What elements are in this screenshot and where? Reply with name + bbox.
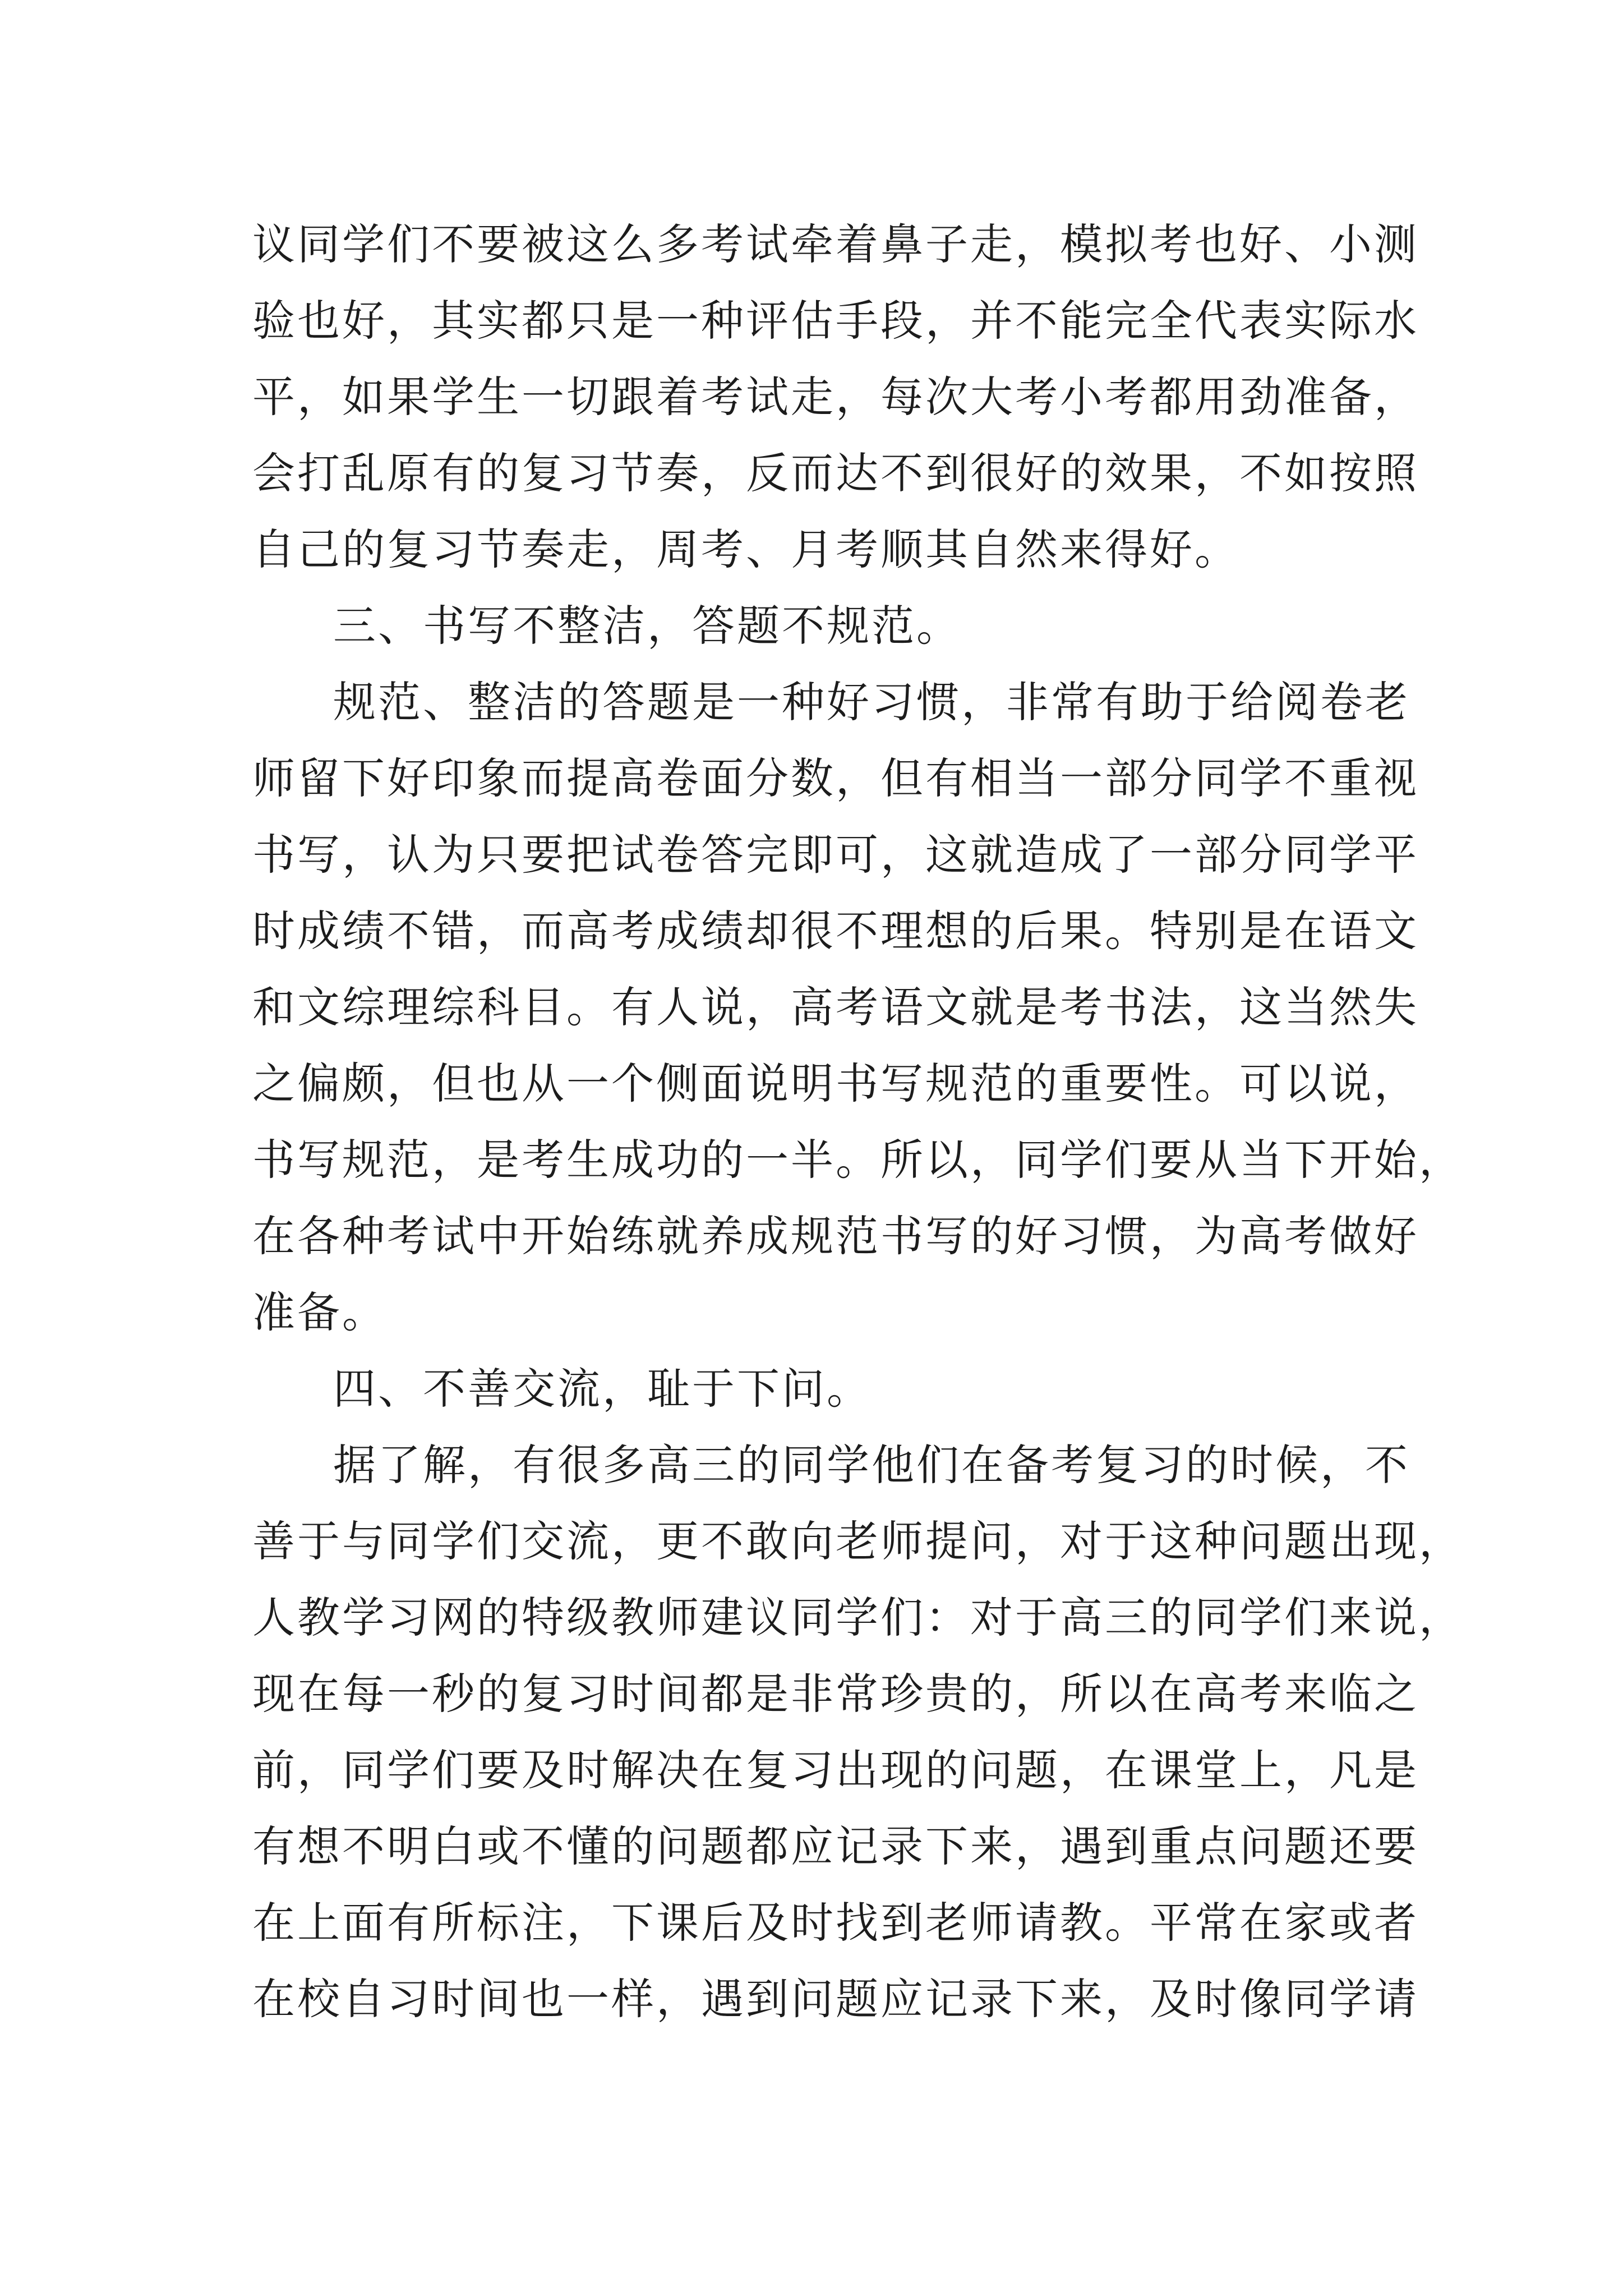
- paragraph-start: 据了解，有很多高三的同学他们在备考复习的时候，不: [333, 1440, 1410, 1490]
- text-line: 前，同学们要及时解决在复习出现的问题，在课堂上，凡是: [252, 1745, 1419, 1795]
- text-line: 善于与同学们交流，更不敢向老师提问，对于这种问题出现，: [252, 1516, 1464, 1566]
- text-line: 平，如果学生一切跟着考试走，每次大考小考都用劲准备，: [252, 372, 1419, 422]
- text-line: 验也好，其实都只是一种评估手段，并不能完全代表实际水: [252, 296, 1419, 346]
- text-line: 在校自习时间也一样，遇到问题应记录下来，及时像同学请: [252, 1974, 1419, 2024]
- paragraph-start: 规范、整洁的答题是一种好习惯，非常有助于给阅卷老: [333, 677, 1410, 727]
- text-line: 和文综理综科目。有人说，高考语文就是考书法，这当然失: [252, 982, 1419, 1032]
- text-line: 在各种考试中开始练就养成规范书写的好习惯，为高考做好: [252, 1211, 1419, 1261]
- section-heading-4: 四、不善交流，耻于下问。: [333, 1364, 872, 1414]
- text-line: 书写规范，是考生成功的一半。所以，同学们要从当下开始，: [252, 1135, 1464, 1185]
- text-line: 时成绩不错，而高考成绩却很不理想的后果。特别是在语文: [252, 906, 1419, 956]
- text-line: 有想不明白或不懂的问题都应记录下来，遇到重点问题还要: [252, 1821, 1419, 1871]
- text-line: 在上面有所标注，下课后及时找到老师请教。平常在家或者: [252, 1898, 1419, 1948]
- text-line: 会打乱原有的复习节奏，反而达不到很好的效果，不如按照: [252, 448, 1419, 498]
- body-text: [252, 206, 1464, 2037]
- text-line: 人教学习网的特级教师建议同学们：对于高三的同学们来说，: [252, 1593, 1464, 1642]
- text-line: 议同学们不要被这么多考试牵着鼻子走，模拟考也好、小测: [252, 219, 1419, 269]
- text-line: 师留下好印象而提高卷面分数，但有相当一部分同学不重视: [252, 753, 1419, 803]
- text-line: 现在每一秒的复习时间都是非常珍贵的，所以在高考来临之: [252, 1669, 1419, 1719]
- text-line: 自己的复习节奏走，周考、月考顺其自然来得好。: [252, 524, 1239, 574]
- text-line: 之偏颇，但也从一个侧面说明书写规范的重要性。可以说，: [252, 1059, 1419, 1108]
- section-heading-3: 三、书写不整洁，答题不规范。: [333, 601, 961, 651]
- text-line: 书写，认为只要把试卷答完即可，这就造成了一部分同学平: [252, 830, 1419, 880]
- text-line: 准备。: [252, 1287, 387, 1337]
